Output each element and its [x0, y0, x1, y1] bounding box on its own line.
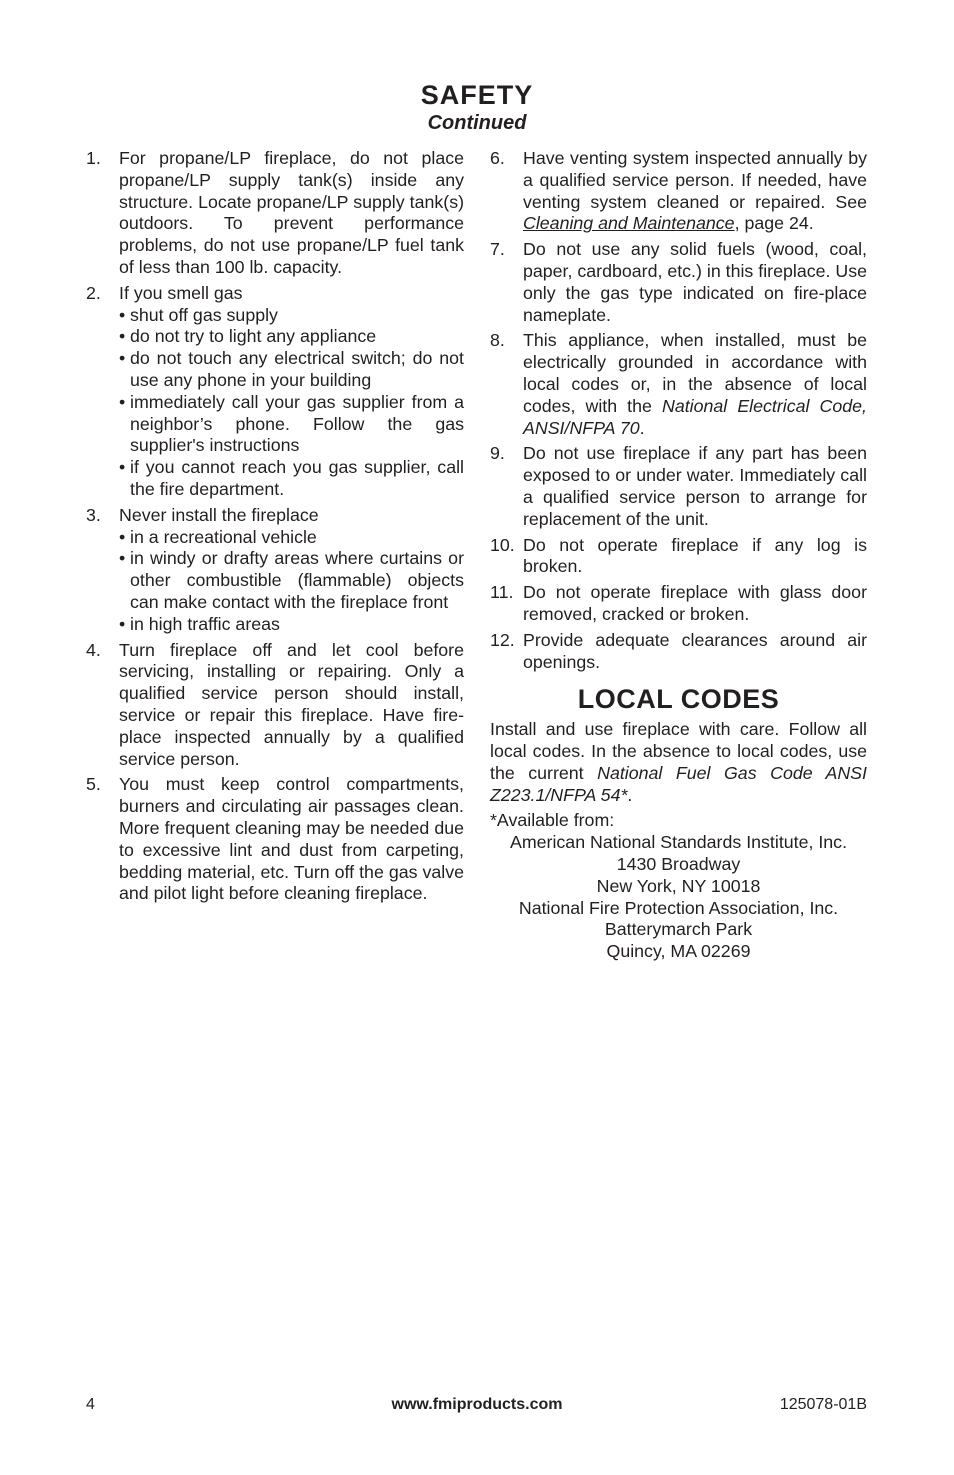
- item-number: 6.: [490, 148, 505, 168]
- bullet-icon: •: [119, 326, 126, 347]
- bullet-icon: •: [119, 348, 126, 369]
- safety-item-5: [86, 774, 464, 905]
- item-number: 2.: [86, 282, 101, 303]
- available-from-label: *Available from:: [490, 810, 615, 831]
- item-text: Do not use fireplace if any part has been exposed to or under water. Immediately call a qualified service person to arrange for replacement of the unit.: [523, 443, 867, 529]
- address-line: 1430 Broadway: [616, 853, 741, 874]
- address-line: National Fire Protection Association, Inc.: [518, 897, 839, 918]
- left-column: [86, 148, 464, 909]
- bullet-icon: •: [119, 304, 126, 325]
- bullet-item: • shut off gas supply: [119, 304, 278, 325]
- bullet-item: • immediately call your gas supplier from a neighbor’s phone. Follow the gas supplier's instructions: [119, 391, 464, 456]
- bullet-icon: •: [119, 457, 126, 478]
- safety-item-7: [490, 239, 867, 326]
- item-number: 8.: [490, 330, 505, 351]
- local-codes-heading: LOCAL CODES: [577, 684, 780, 715]
- item-text: This appliance, when installed, must be electrically grounded in accordance with local codes or, in the absence of local codes, with the National Electrical Code, ANSI/NFPA 70.: [523, 330, 867, 438]
- document-number: 125078-01B: [779, 1396, 867, 1413]
- address-line: Quincy, MA 02269: [606, 941, 751, 962]
- item-text: For propane/LP fireplace, do not place propane/LP supply tank(s) inside any structure. Locate propane/LP supply tank(s) outdoors. To prevent performance problems, do not use propane/LP fuel tank of less than 100 lb. capacity.: [119, 148, 464, 277]
- page-number: 4: [86, 1396, 95, 1413]
- bullet-item: • if you cannot reach you gas supplier, call the fire department.: [119, 457, 464, 499]
- safety-item-11: [490, 582, 867, 626]
- safety-item-6: [490, 148, 867, 235]
- bullet-item: • in a recreational vehicle: [119, 526, 317, 547]
- item-number: 12.: [490, 629, 515, 650]
- item-text: If you smell gas: [119, 282, 243, 303]
- section-subtitle: Continued: [427, 112, 527, 134]
- item-number: 1.: [86, 148, 101, 168]
- item-number: 3.: [86, 504, 101, 525]
- bullet-icon: •: [119, 613, 126, 634]
- item-text: Have venting system inspected annually by a qualified service person. If needed, have venting system cleaned or repaired. See Cleaning and Maintenance, page 24.: [523, 148, 867, 234]
- address-line: New York, NY 10018: [596, 875, 761, 896]
- safety-item-2: [86, 283, 464, 501]
- section-title: SAFETY: [420, 80, 534, 110]
- bullet-icon: •: [119, 548, 126, 569]
- address-line: American National Standards Institute, Inc.: [509, 832, 848, 853]
- safety-item-12: [490, 630, 867, 674]
- safety-item-4: [86, 640, 464, 771]
- item-number: 5.: [86, 774, 101, 795]
- item-number: 4.: [86, 639, 101, 660]
- safety-item-9: [490, 443, 867, 530]
- item-number: 10.: [490, 534, 515, 555]
- right-column: [490, 148, 867, 963]
- bullet-item: • do not try to light any appliance: [119, 326, 377, 347]
- bullet-item: • do not touch any electrical switch; do not use any phone in your building: [119, 348, 464, 390]
- local-codes-paragraph: Install and use fireplace with care. Follow all local codes. In the absence to local codes, use the current National Fuel Gas Code ANSI Z223.1/NFPA 54*.: [490, 719, 867, 805]
- address-line: Batterymarch Park: [604, 919, 753, 940]
- item-text: Do not use any solid fuels (wood, coal, paper, cardboard, etc.) in this fireplace. Use only the gas type indicated on fire-place nameplate.: [523, 239, 867, 325]
- cleaning-maintenance-reference: Cleaning and Maintenance: [523, 213, 735, 234]
- bullet-item: • in high traffic areas: [119, 613, 280, 634]
- bullet-icon: •: [119, 526, 126, 547]
- item-text: Turn fireplace off and let cool before servicing, installing or repairing. Only a qualified service person should install, service or repair this fireplace. Have fire-place inspected annually by a qualified service person.: [119, 639, 464, 769]
- item-text: Provide adequate clearances around air openings.: [523, 629, 867, 672]
- item-text: Do not operate fireplace if any log is broken.: [523, 534, 867, 577]
- safety-item-1: [86, 148, 464, 279]
- item-text: You must keep control compartments, burners and circulating air passages clean. More frequent cleaning may be needed due to excessive lint and dust from carpeting, bedding material, etc. Turn off the gas valve and pilot light before cleaning fireplace.: [119, 774, 464, 904]
- website-url: www.fmiproducts.com: [391, 1396, 563, 1413]
- safety-item-3: [86, 505, 464, 636]
- safety-item-8: [490, 330, 867, 439]
- item-number: 7.: [490, 239, 505, 260]
- bullet-icon: •: [119, 391, 126, 412]
- safety-item-10: [490, 535, 867, 579]
- item-number: 9.: [490, 443, 505, 464]
- item-text: Do not operate fireplace with glass door removed, cracked or broken.: [523, 582, 867, 624]
- bullet-item: • in windy or drafty areas where curtains or other combustible (flammable) objects can make contact with the fireplace front: [119, 548, 464, 612]
- item-number: 11.: [490, 582, 514, 603]
- item-text: Never install the fireplace: [119, 504, 319, 525]
